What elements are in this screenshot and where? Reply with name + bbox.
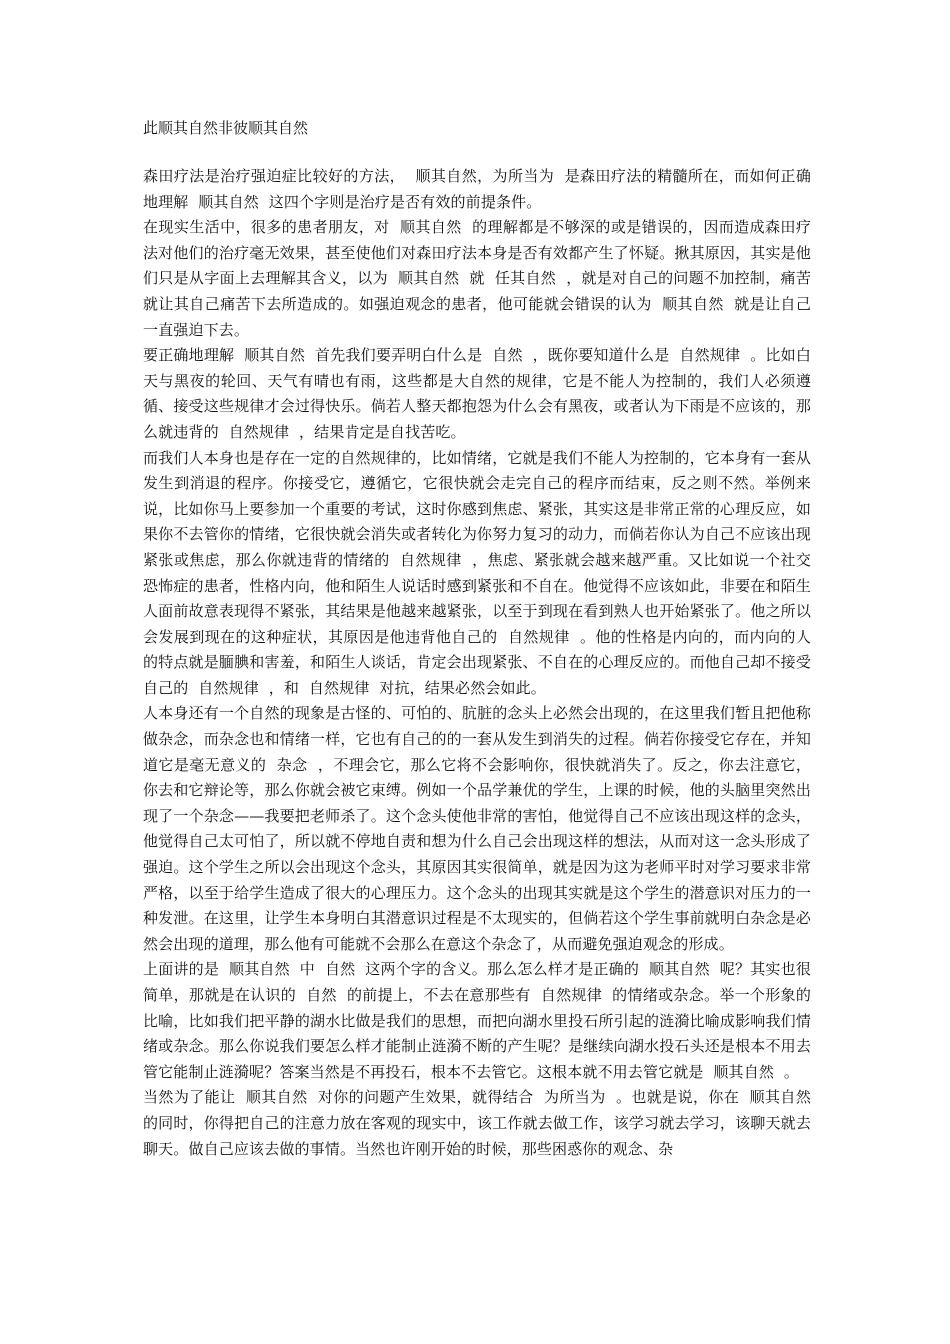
document-body xyxy=(143,164,821,1162)
paragraph: 人本身还有一个自然的现象是古怪的、可怕的、肮脏的念头上必然会出现的，在这里我们暂且把他称做杂念，而杂念也和情绪一样，它也有自己的的一套从发生到消失的过程。倘若你接受它存在，并知道它是毫无意义的 杂念 ，不理会它，那么它将不会影响你，很快就消失了。反之，你去注意它，你去和它辩论等，那么你就会被它束缚。例如一个品学兼优的学生，上课的时候，他的头脑里突然出现了一个杂念——我要把老师杀了。这个念头使他非常的害怕，他觉得自己不应该出现这样的念头，他觉得自己太可怕了，所以就不停地自责和想为什么自己会出现这样的想法，从而对这一念头形成了强迫。这个学生之所以会出现这个念头，其原因其实很简单，就是因为这为老师平时对学习要求非常严格，以至于给学生造成了很大的心理压力。这个念头的出现其实就是这个学生的潜意识对压力的一种发泄。在这里，让学生本身明白其潜意识过程是不太现实的，但倘若这个学生事前就明白杂念是必然会出现的道理，那么他有可能就不会那么在意这个杂念了，从而避免强迫观念的形成。 xyxy=(143,704,811,953)
paragraph: 上面讲的是 顺其自然 中 自然 这两个字的含义。那么怎么样才是正确的 顺其自然 呢？其实也很简单，那就是在认识的 自然 的前提上，不去在意那些有 自然规律 的情绪或杂念。举一个形象的比喻，比如我们把平静的湖水比做是我们的思想，而把向湖水里投石所引起的涟漪比喻成影响我们情绪或杂念。那么你说我们要怎么样才能制止涟漪不断的产生呢？是继续向湖水投石头还是根本不用去管它能制止涟漪呢？答案当然是不再投石，根本不去管它。这根本就不用去管它就是 顺其自然 。 xyxy=(143,960,811,1081)
paragraph: 而我们人本身也是存在一定的自然规律的，比如情绪，它就是我们不能人为控制的，它本身有一套从发生到消退的程序。你接受它，遵循它，它很快就会走完自己的程序而结束，反之则不然。举例来说，比如你马上要参加一个重要的考试，这时你感到焦虑、紧张，其实这是非常正常的心理反应，如果你不去管你的情绪，它很快就会消失或者转化为你努力复习的动力，而倘若你认为自己不应该出现紧张或焦虑，那么你就违背的情绪的 自然规律 ，焦虑、紧张就会越来越严重。又比如说一个社交恐怖症的患者，性格内向，他和陌生人说话时感到紧张和不自在。他觉得不应该如此，非要在和陌生人面前故意表现得不紧张，其结果是他越来越紧张，以至于到现在看到熟人也开始紧张了。他之所以会发展到现在的这种症状，其原因是他违背他自己的 自然规律 。他的性格是内向的，而内向的人的特点就是腼腆和害羞，和陌生人谈话，肯定会出现紧张、不自在的心理反应的。而他自己却不接受自己的 自然规律 ，和 自然规律 对抗，结果必然会如此。 xyxy=(143,448,811,697)
paragraph: 在现实生活中，很多的患者朋友，对 顺其自然 的理解都是不够深的或是错误的，因而造成森田疗法对他们的治疗毫无效果，甚至使他们对森田疗法本身是否有效都产生了怀疑。揪其原因，其实是他们只是从字面上去理解其含义，以为 顺其自然 就 任其自然 ，就是对自己的问题不加控制，痛苦就让其自己痛苦下去所造成的。如强迫观念的患者，他可能就会错误的认为 顺其自然 就是让自己一直强迫下去。 xyxy=(143,218,811,339)
paragraph: 要正确地理解 顺其自然 首先我们要弄明白什么是 自然 ，既你要知道什么是 自然规律 。比如白天与黑夜的轮回、天气有晴也有雨，这些都是大自然的规律，它是不能人为控制的，我们人必须遵循、接受这些规律才会过得快乐。倘若人整天都抱怨为什么会有黑夜，或者认为下雨是不应该的，那么就违背的 自然规律 ，结果肯定是自找苦吃。 xyxy=(143,346,811,441)
document-title: 此顺其自然非彼顺其自然 xyxy=(143,119,309,137)
paragraph: 当然为了能让 顺其自然 对你的问题产生效果，就得结合 为所当为 。也就是说，你在 顺其自然 的同时，你得把自己的注意力放在客观的现实中，该工作就去做工作，该学习就去学习，该聊天就去聊天。做自己应该去做的事情。当然也许刚开始的时候，那些困惑你的观念、杂 xyxy=(143,1088,821,1158)
paragraph: 森田疗法是治疗强迫症比较好的方法， 顺其自然，为所当为 是森田疗法的精髓所在，而如何正确地理解 顺其自然 这四个字则是治疗是否有效的前提条件。 xyxy=(143,167,811,211)
